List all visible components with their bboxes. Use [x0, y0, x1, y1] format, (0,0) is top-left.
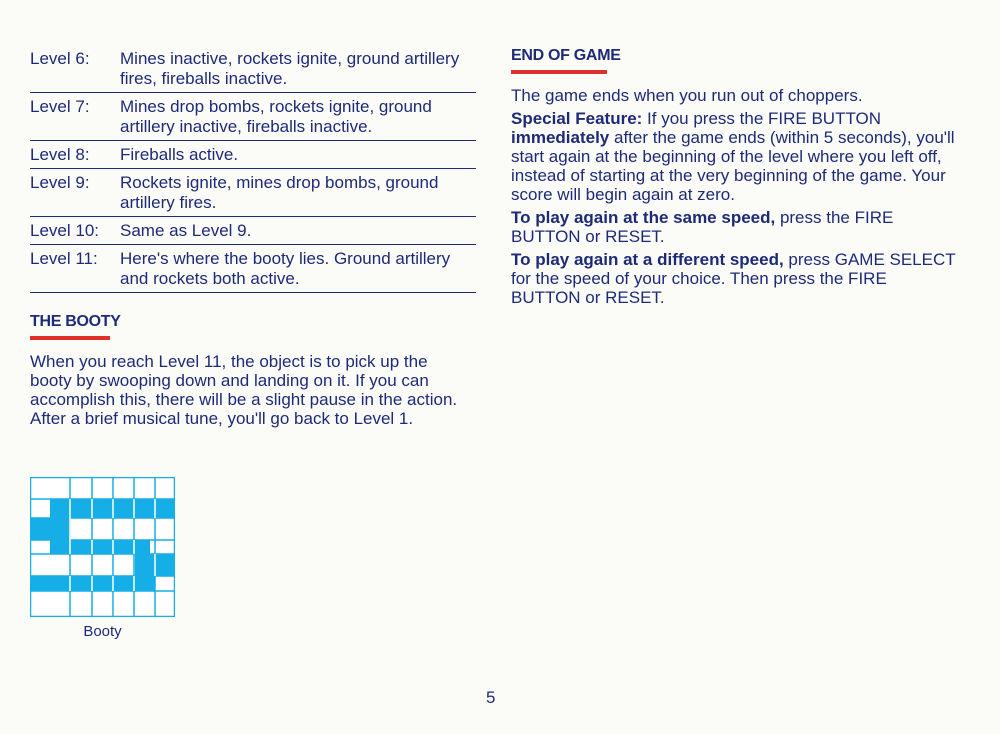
level-row [30, 245, 476, 293]
end-p3-text: press the FIRE BUTTON or RESET. [511, 208, 894, 246]
end-paragraph-1 [511, 86, 959, 105]
end-p2-text-1: If you press the FIRE BUTTON [642, 109, 882, 128]
level-row [30, 169, 476, 217]
end-p4-text: press GAME SELECT for the speed of your choice. Then press the FIRE BUTTON or RESET. [511, 250, 956, 307]
title-underline [511, 70, 607, 74]
end-paragraph-3 [511, 208, 959, 246]
same-speed-heading: To play again at the same speed, [511, 208, 776, 227]
end-of-game-title: END OF GAME [511, 47, 621, 64]
level-description: Here's where the booty lies. Ground artillery and rockets both active. [120, 249, 451, 288]
level-description: Rockets ignite, mines drop bombs, ground artillery fires. [120, 173, 439, 212]
booty-section-title: THE BOOTY [30, 313, 121, 330]
level-label: Level 10: [30, 221, 99, 240]
booty-figure [30, 477, 175, 640]
level-row [30, 93, 476, 141]
level-label: Level 11: [30, 249, 98, 268]
different-speed-heading: To play again at a different speed, [511, 250, 784, 269]
level-description: Mines drop bombs, rockets ignite, ground artillery inactive, fireballs inactive. [120, 97, 432, 136]
level-description: Fireballs active. [120, 145, 239, 164]
level-label: Level 9: [30, 173, 90, 192]
level-label: Level 8: [30, 145, 90, 164]
level-description: Same as Level 9. [120, 221, 252, 240]
booty-caption: Booty [83, 623, 122, 640]
level-row [30, 141, 476, 169]
immediately-emphasis: immediately [511, 128, 610, 147]
page-number: 5 [486, 688, 496, 707]
left-column [30, 45, 476, 432]
level-label: Level 6: [30, 49, 90, 68]
level-table [30, 45, 476, 293]
level-row [30, 45, 476, 93]
title-underline [30, 336, 110, 340]
level-row [30, 217, 476, 245]
booty-paragraph: When you reach Level 11, the object is to pick up the booty by swooping down and landing on it. If you can accomplish this, there will be a slight pause in the action. After a brief musical tune, you'll go back to Level 1. [30, 352, 458, 428]
end-p2-text-2: after the game ends (within 5 seconds), you'll start again at the beginning of the level where you left off, instead of starting at the very beginning of the game. Your score will begin again at zero. [511, 128, 955, 204]
booty-icon [30, 477, 175, 617]
special-feature-heading: Special Feature: [511, 109, 643, 128]
end-paragraph-2 [511, 109, 959, 204]
end-p1-text: The game ends when you run out of choppers. [511, 86, 863, 105]
level-description: Mines inactive, rockets ignite, ground artillery fires, fireballs inactive. [120, 49, 460, 88]
end-paragraph-4 [511, 250, 959, 307]
level-label: Level 7: [30, 97, 90, 116]
right-column [511, 45, 959, 311]
